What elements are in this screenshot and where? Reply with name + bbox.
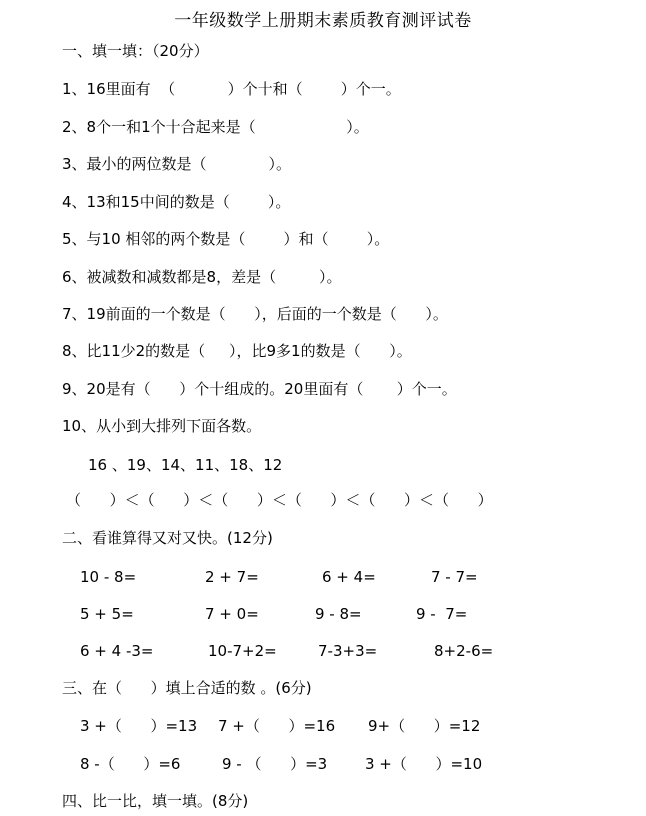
calc-item: 9 - 7=	[416, 605, 468, 623]
calc-item: 6 + 4 -3=	[80, 642, 154, 660]
question-3: 3、最小的两位数是（ ）。	[62, 155, 292, 173]
question-2: 2、8个一和1个十合起来是（ ）。	[62, 118, 369, 136]
fill-item: 3 +（ ）=13	[80, 717, 198, 735]
page-title: 一年级数学上册期末素质教育测评试卷	[174, 11, 472, 31]
calc-item: 9 - 8=	[315, 605, 362, 623]
calc-item: 8+2-6=	[434, 642, 494, 660]
section2-heading: 二、看谁算得又对又快。(12分)	[62, 529, 273, 547]
question-4: 4、13和15中间的数是（ ）。	[62, 193, 291, 211]
fill-item: 3 +（ ）=10	[365, 755, 483, 773]
section4-heading: 四、比一比，填一填。(8分)	[62, 792, 249, 810]
question-10-blanks: （ ）＜（ ）＜（ ）＜（ ）＜（ ）＜（ ）	[66, 491, 493, 509]
question-10: 10、从小到大排列下面各数。	[62, 417, 262, 435]
calc-item: 10 - 8=	[80, 568, 137, 586]
calc-item: 2 + 7=	[205, 568, 259, 586]
section3-heading: 三、在（ ）填上合适的数 。(6分)	[62, 679, 312, 697]
calc-item: 7 - 7=	[431, 568, 478, 586]
question-8: 8、比11少2的数是（ ），比9多1的数是（ ）。	[62, 342, 412, 360]
fill-item: 9 - （ ）=3	[222, 755, 328, 773]
section1-heading: 一、填一填：（20分）	[62, 42, 209, 60]
question-1: 1、16里面有 （ ）个十和（ ）个一。	[62, 80, 401, 98]
question-10-numbers: 16 、19、14、11、18、12	[88, 456, 283, 474]
fill-item: 8 -（ ）=6	[80, 755, 181, 773]
question-7: 7、19前面的一个数是（ ），后面的一个数是（ ）。	[62, 305, 448, 323]
question-5: 5、与10 相邻的两个数是（ ）和（ ）。	[62, 230, 390, 248]
calc-item: 5 + 5=	[80, 605, 134, 623]
fill-item: 7 +（ ）=16	[218, 717, 336, 735]
calc-item: 7-3+3=	[318, 642, 378, 660]
calc-item: 7 + 0=	[205, 605, 259, 623]
question-9: 9、20是有（ ）个十组成的。20里面有（ ）个一。	[62, 380, 457, 398]
fill-item: 9+（ ）=12	[368, 717, 481, 735]
question-6: 6、被减数和减数都是8，差是（ ）。	[62, 268, 342, 286]
calc-item: 6 + 4=	[322, 568, 376, 586]
calc-item: 10-7+2=	[208, 642, 277, 660]
